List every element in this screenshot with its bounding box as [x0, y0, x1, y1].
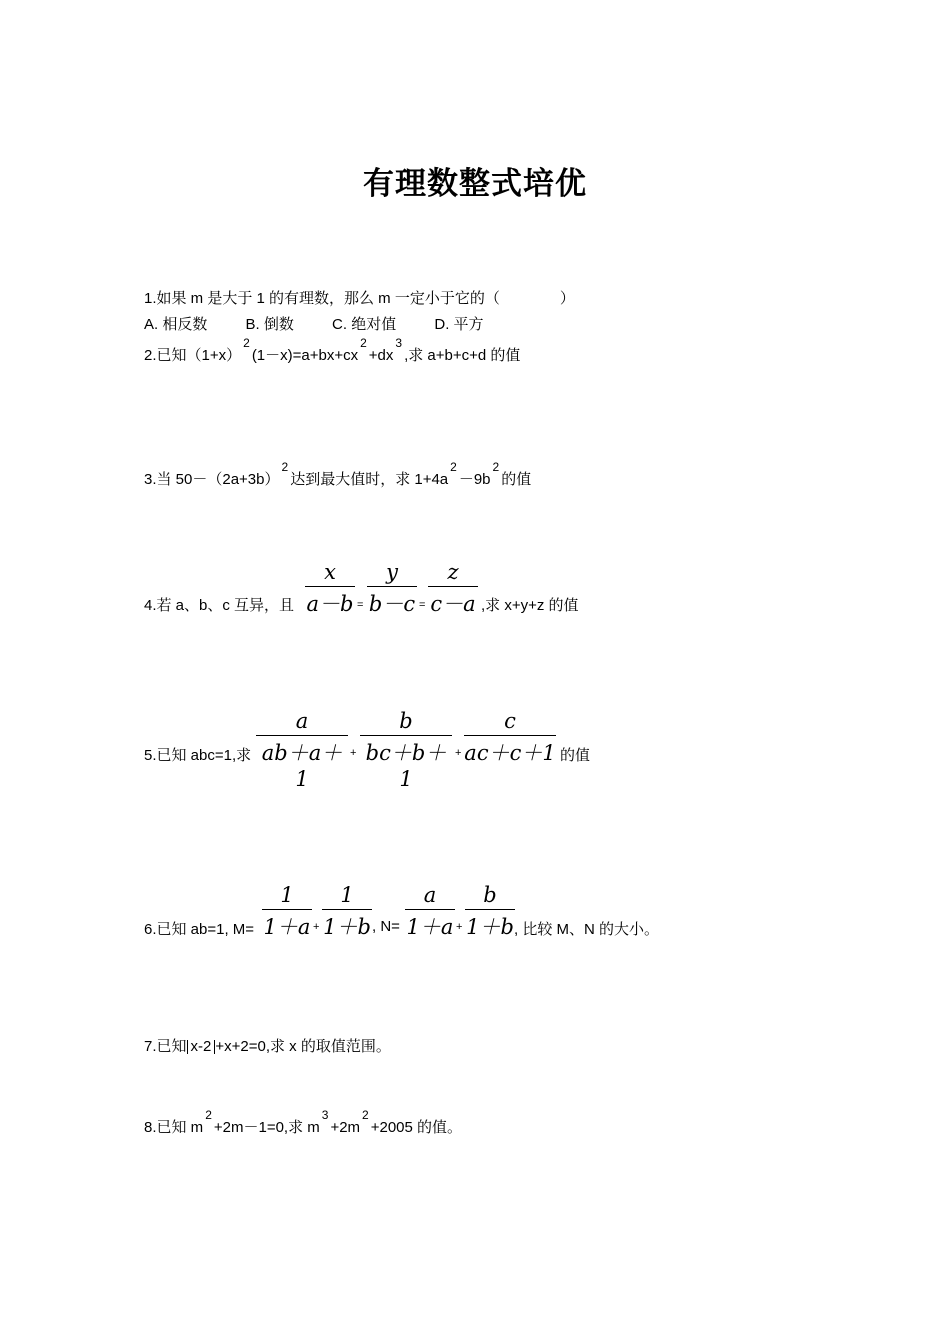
denominator: ac＋c＋1 — [464, 741, 556, 765]
question-2-part: +dx — [368, 347, 394, 364]
question-7-text: +x+2=0,求 x 的取值范围。 — [215, 1038, 391, 1055]
question-5-text: 5.已知 abc=1,求 — [144, 747, 252, 764]
fraction-b-over-1-plus-b — [465, 883, 515, 941]
numerator: b — [465, 883, 515, 910]
equals-sign: = — [419, 599, 426, 611]
question-4-tail — [481, 594, 579, 615]
question-2 — [144, 336, 521, 365]
denominator: bc＋b＋1 — [365, 741, 447, 791]
exponent: 2 — [243, 336, 250, 350]
numerator: a — [405, 883, 455, 910]
exponent: 2 — [450, 460, 457, 474]
question-3-part: 达到最大值时，求 1+4a — [290, 471, 449, 488]
question-3-part: －9b — [458, 471, 491, 488]
denominator: 1＋b — [466, 915, 514, 939]
question-7-text: 7.已知 — [144, 1038, 187, 1055]
plus-sign: + — [313, 921, 320, 933]
question-4-text: ,求 x+y+z 的值 — [481, 597, 579, 614]
question-3-part: 3.当 50－（2a+3b） — [144, 471, 280, 488]
option-b: B. 倒数 — [245, 316, 294, 333]
denominator: c－a — [430, 592, 476, 616]
question-6-mid — [372, 918, 400, 935]
numerator: y — [367, 560, 417, 587]
denominator: ab＋a＋1 — [261, 741, 343, 791]
exponent: 2 — [360, 336, 367, 350]
question-8-part: +2005 的值。 — [370, 1119, 463, 1136]
exponent: 3 — [321, 1108, 329, 1122]
question-1-options — [144, 313, 518, 334]
plus-sign: + — [350, 747, 357, 759]
question-1 — [144, 287, 575, 308]
plus-sign: + — [456, 921, 463, 933]
question-2-part: 2.已知（1+x） — [144, 347, 242, 364]
page-title: 有理数整式培优 — [363, 166, 587, 202]
exponent: 2 — [205, 1108, 212, 1122]
numerator: b — [360, 709, 452, 736]
equals-sign: = — [357, 599, 364, 611]
fraction-a-over-1-plus-a — [405, 883, 455, 941]
numerator: c — [464, 709, 556, 736]
question-1-text: 1.如果 m 是大于 1 的有理数，那么 m 一定小于它的（ ） — [144, 290, 575, 307]
question-2-part: (1－x)=a+bx+cx — [251, 347, 359, 364]
question-8-part: +2m－1=0,求 m — [213, 1119, 320, 1136]
question-4-lead — [144, 594, 294, 615]
question-8-part: 8.已知 m — [144, 1119, 204, 1136]
question-8-part: +2m — [330, 1119, 361, 1136]
question-4-text: 4.若 a、b、c 互异，且 — [144, 597, 295, 614]
numerator: 1 — [322, 883, 372, 910]
fraction-z — [428, 560, 478, 618]
question-5-lead — [144, 744, 251, 765]
fraction-b — [360, 709, 452, 791]
exponent: 3 — [395, 336, 403, 350]
fraction-1-over-1-plus-a — [262, 883, 312, 941]
fraction-y — [367, 560, 417, 618]
option-a: A. 相反数 — [144, 316, 208, 333]
fraction-a — [256, 709, 348, 791]
denominator: a－b — [306, 592, 354, 616]
numerator: x — [305, 560, 355, 587]
question-6-text: 6.已知 ab=1, M= — [144, 921, 255, 938]
question-5-text: 的值 — [560, 747, 591, 764]
plus-sign: + — [455, 747, 462, 759]
denominator: 1＋b — [323, 915, 371, 939]
exponent: 2 — [362, 1108, 369, 1122]
exponent: 2 — [281, 460, 289, 474]
question-6-lead — [144, 918, 254, 939]
option-d: D. 平方 — [434, 316, 484, 333]
absolute-value: x-2 — [187, 1040, 216, 1054]
denominator: 1＋a — [263, 915, 311, 939]
question-6-text: , N= — [372, 918, 400, 935]
fraction-1-over-1-plus-b — [322, 883, 372, 941]
exponent: 2 — [492, 460, 500, 474]
question-6-text: , 比较 M、N 的大小。 — [514, 921, 659, 938]
question-2-part: ,求 a+b+c+d 的值 — [404, 347, 521, 364]
fraction-x — [305, 560, 355, 618]
fraction-c — [464, 709, 556, 767]
question-3-part: 的值 — [501, 471, 532, 488]
numerator: 1 — [262, 883, 312, 910]
numerator: a — [256, 709, 348, 736]
numerator: z — [428, 560, 478, 587]
question-6-tail — [514, 918, 659, 939]
denominator: b－c — [368, 592, 416, 616]
question-5-tail — [560, 744, 590, 765]
denominator: 1＋a — [406, 915, 454, 939]
option-c: C. 绝对值 — [332, 316, 397, 333]
question-8 — [144, 1108, 463, 1137]
question-7 — [144, 1035, 391, 1056]
question-3 — [144, 460, 532, 489]
